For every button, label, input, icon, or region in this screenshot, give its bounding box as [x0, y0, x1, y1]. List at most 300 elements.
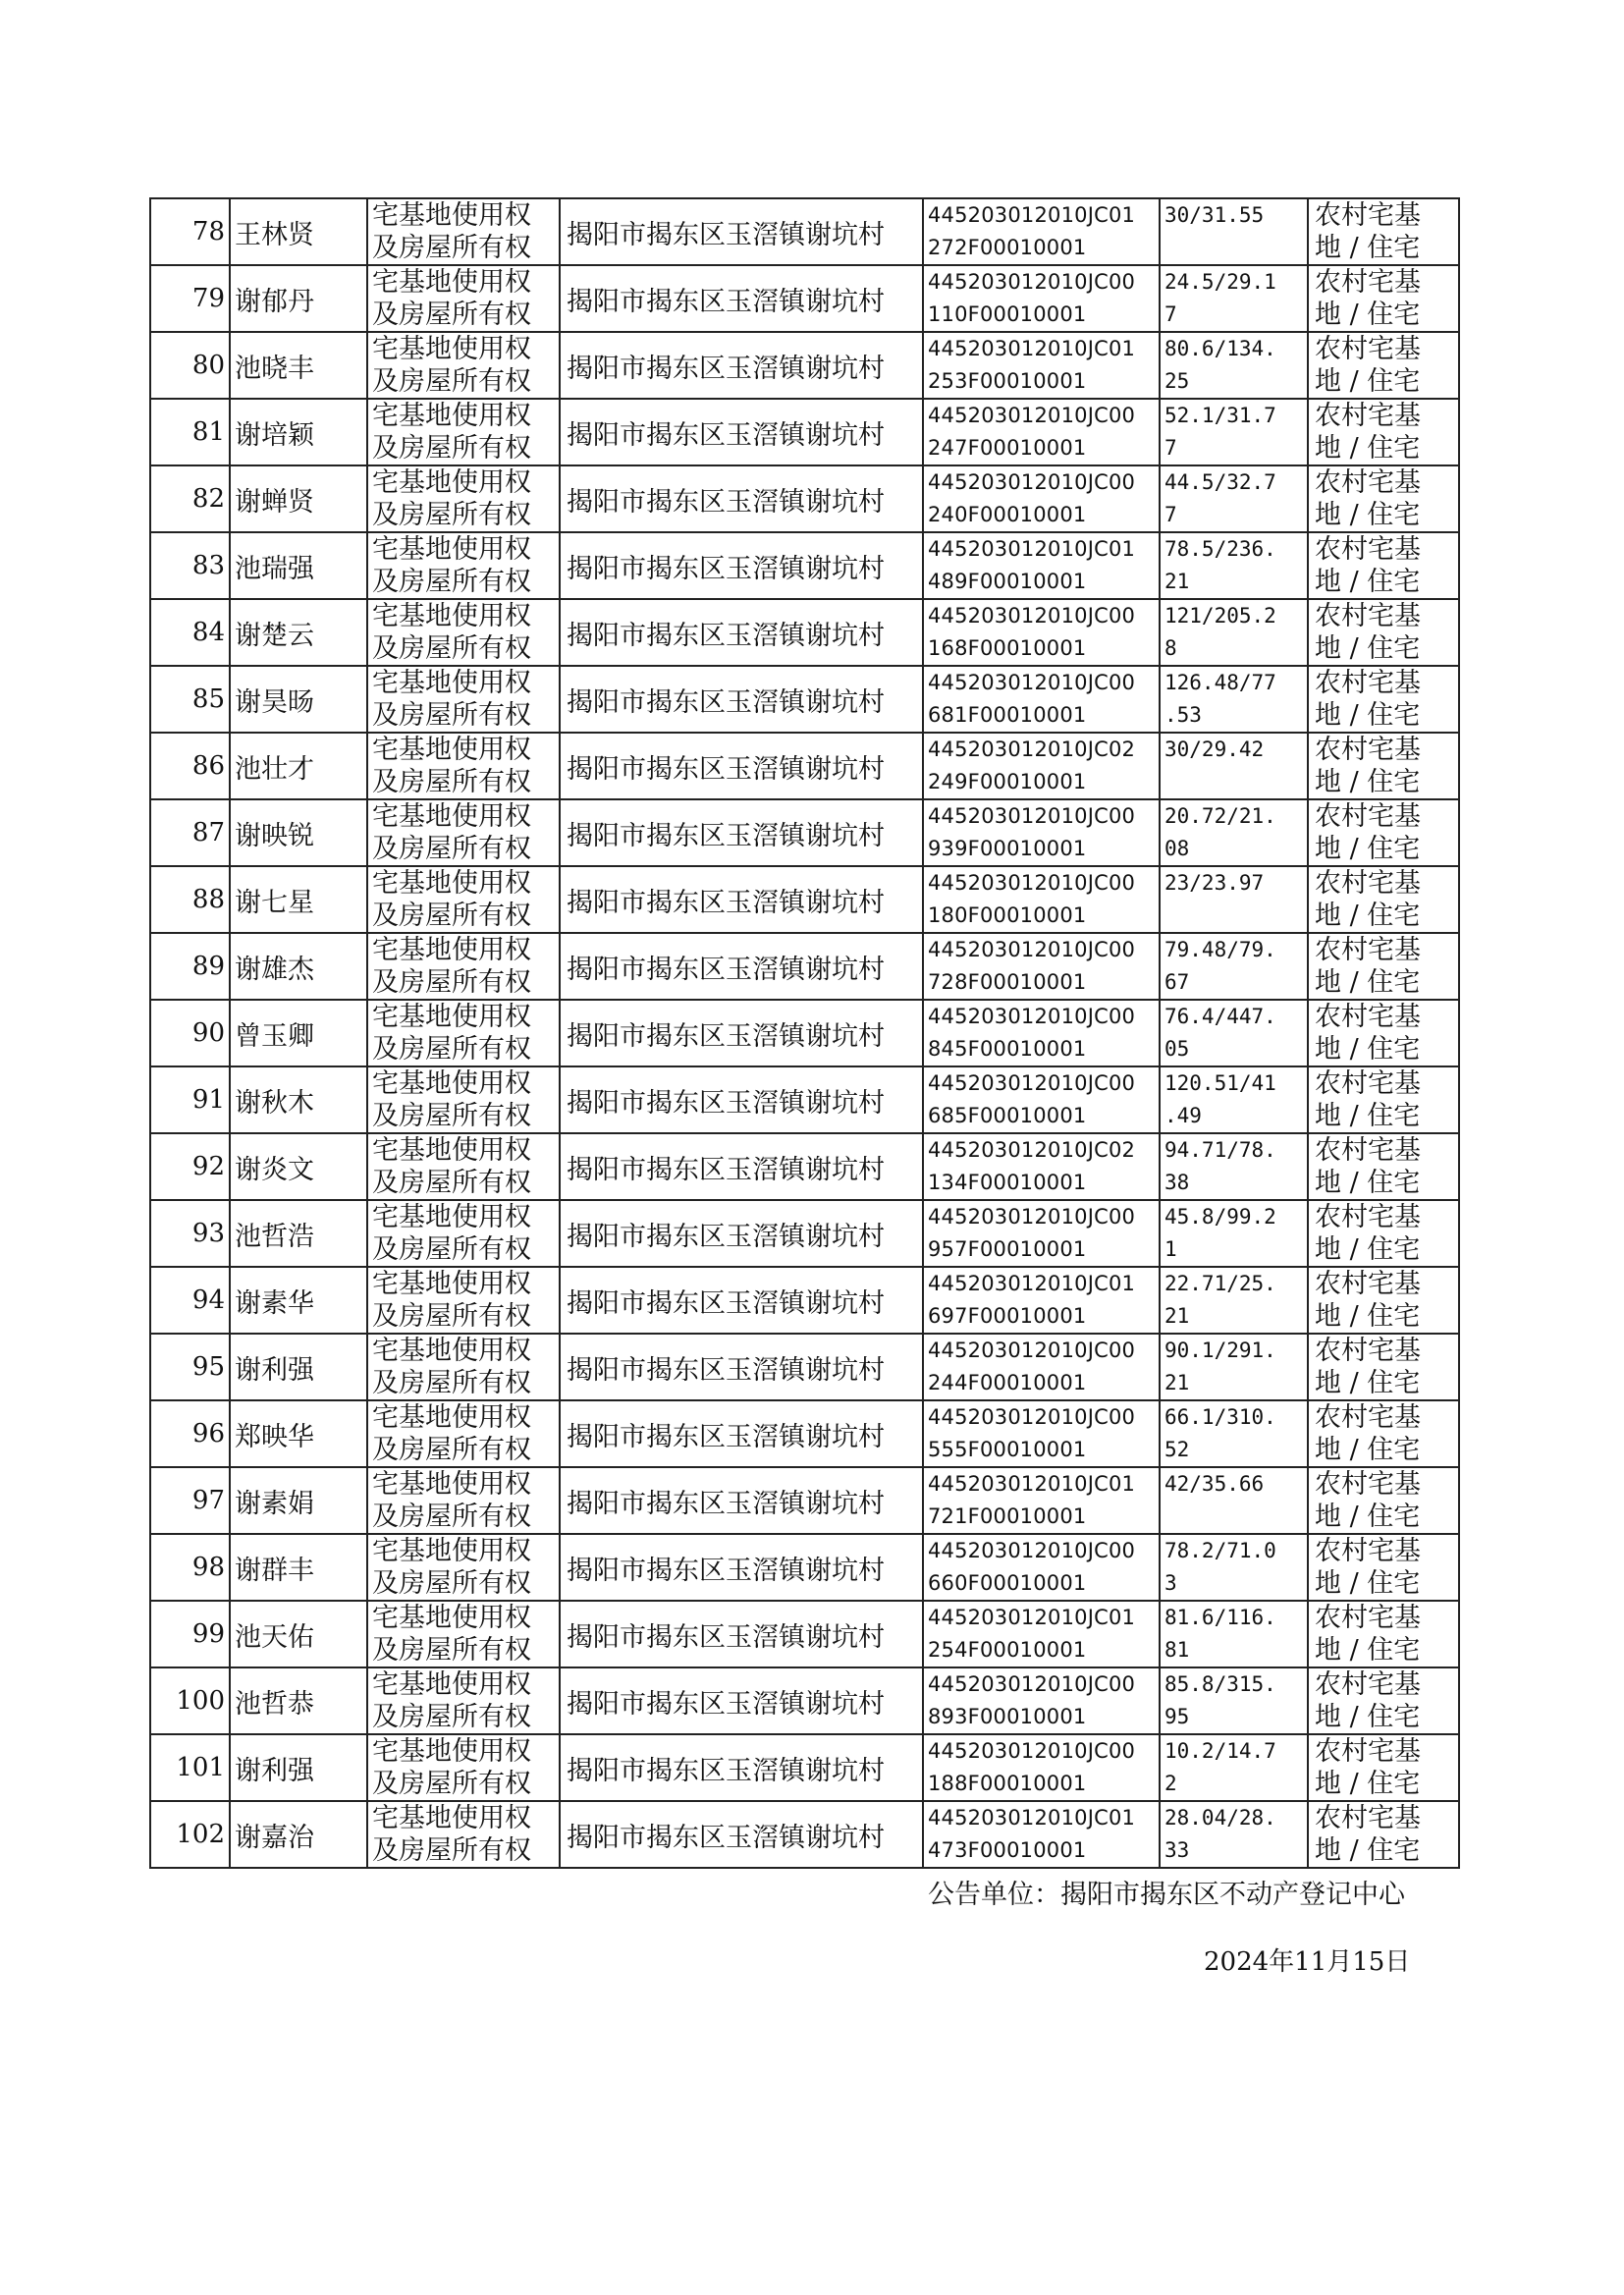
land-usage-line-2: 地 / 住宅 — [1315, 967, 1421, 998]
right-type-line-2: 及房屋所有权 — [372, 700, 531, 731]
right-type — [367, 799, 560, 866]
property-location: 揭阳市揭东区玉滘镇谢坑村 — [560, 1334, 923, 1400]
unit-code-line-2: 957F00010001 — [928, 1237, 1087, 1261]
rights-holder-name: 谢七星 — [230, 866, 367, 933]
table-row — [150, 1133, 1459, 1200]
row-number: 102 — [150, 1801, 230, 1868]
right-type-line-2: 及房屋所有权 — [372, 300, 531, 330]
area-value — [1160, 532, 1308, 599]
right-type-line-2: 及房屋所有权 — [372, 633, 531, 664]
area-value-line-1: 30/29.42 — [1164, 738, 1265, 761]
land-usage — [1308, 733, 1459, 799]
land-usage — [1308, 1000, 1459, 1066]
area-value-line-2: 38 — [1164, 1171, 1190, 1194]
right-type-line-2: 及房屋所有权 — [372, 500, 531, 530]
area-value — [1160, 265, 1308, 332]
row-number: 81 — [150, 399, 230, 465]
right-type-line-2: 及房屋所有权 — [372, 1234, 531, 1265]
area-value-line-1: 42/35.66 — [1164, 1472, 1265, 1496]
table-row — [150, 733, 1459, 799]
land-usage-line-2: 地 / 住宅 — [1315, 1368, 1421, 1398]
row-number: 78 — [150, 198, 230, 265]
land-usage-line-2: 地 / 住宅 — [1315, 1101, 1421, 1131]
row-number: 97 — [150, 1467, 230, 1534]
unit-code-line-2: 253F00010001 — [928, 369, 1087, 393]
rights-holder-name: 池晓丰 — [230, 332, 367, 399]
land-usage-line-2: 地 / 住宅 — [1315, 1702, 1421, 1732]
table-row — [150, 332, 1459, 399]
unit-code — [923, 733, 1160, 799]
unit-code-line-2: 685F00010001 — [928, 1104, 1087, 1127]
unit-code-line-1: 445203012010JC00 — [928, 1739, 1136, 1763]
row-number: 83 — [150, 532, 230, 599]
right-type — [367, 1467, 560, 1534]
land-usage-line-1: 农村宅基 — [1315, 801, 1421, 832]
rights-holder-name: 王林贤 — [230, 198, 367, 265]
unit-code — [923, 1133, 1160, 1200]
table-row — [150, 1667, 1459, 1734]
right-type — [367, 1400, 560, 1467]
right-type-line-1: 宅基地使用权 — [372, 1002, 531, 1032]
rights-holder-name: 谢蝉贤 — [230, 465, 367, 532]
rights-holder-name: 曾玉卿 — [230, 1000, 367, 1066]
land-usage-line-1: 农村宅基 — [1315, 868, 1421, 899]
unit-code-line-2: 168F00010001 — [928, 636, 1087, 660]
unit-code — [923, 465, 1160, 532]
unit-code-line-1: 445203012010JC02 — [928, 738, 1136, 761]
unit-code — [923, 1267, 1160, 1334]
property-location: 揭阳市揭东区玉滘镇谢坑村 — [560, 733, 923, 799]
right-type-line-1: 宅基地使用权 — [372, 200, 531, 231]
right-type — [367, 1534, 560, 1601]
table-row — [150, 532, 1459, 599]
unit-code-line-1: 445203012010JC01 — [928, 1606, 1136, 1629]
unit-code-line-1: 445203012010JC00 — [928, 1539, 1136, 1562]
area-value-line-2: 8 — [1164, 636, 1177, 660]
land-usage — [1308, 799, 1459, 866]
unit-code-line-1: 445203012010JC01 — [928, 203, 1136, 227]
unit-code-line-1: 445203012010JC00 — [928, 1672, 1136, 1696]
right-type-line-1: 宅基地使用权 — [372, 1202, 531, 1232]
land-usage — [1308, 332, 1459, 399]
right-type-line-2: 及房屋所有权 — [372, 967, 531, 998]
unit-code-line-1: 445203012010JC00 — [928, 671, 1136, 694]
right-type-line-2: 及房屋所有权 — [372, 834, 531, 864]
area-value-line-1: 79.48/79. — [1164, 938, 1276, 961]
land-usage — [1308, 465, 1459, 532]
property-location: 揭阳市揭东区玉滘镇谢坑村 — [560, 198, 923, 265]
land-usage-line-1: 农村宅基 — [1315, 1803, 1421, 1833]
land-usage-line-2: 地 / 住宅 — [1315, 1568, 1421, 1599]
land-usage — [1308, 399, 1459, 465]
right-type-line-2: 及房屋所有权 — [372, 1769, 531, 1799]
area-value-line-2: 7 — [1164, 503, 1177, 526]
land-usage-line-1: 农村宅基 — [1315, 467, 1421, 498]
land-usage-line-2: 地 / 住宅 — [1315, 366, 1421, 397]
row-number: 101 — [150, 1734, 230, 1801]
unit-code-line-1: 445203012010JC00 — [928, 1205, 1136, 1229]
property-location: 揭阳市揭东区玉滘镇谢坑村 — [560, 1267, 923, 1334]
table-row — [150, 1334, 1459, 1400]
area-value — [1160, 666, 1308, 733]
area-value — [1160, 1066, 1308, 1133]
unit-code-line-2: 697F00010001 — [928, 1304, 1087, 1328]
rights-holder-name: 谢素娟 — [230, 1467, 367, 1534]
row-number: 88 — [150, 866, 230, 933]
right-type-line-1: 宅基地使用权 — [372, 868, 531, 899]
property-location: 揭阳市揭东区玉滘镇谢坑村 — [560, 1801, 923, 1868]
area-value-line-2: 25 — [1164, 369, 1190, 393]
area-value — [1160, 1334, 1308, 1400]
land-usage-line-2: 地 / 住宅 — [1315, 633, 1421, 664]
area-value-line-2 — [1164, 766, 1307, 798]
land-usage-line-1: 农村宅基 — [1315, 1536, 1421, 1566]
right-type-line-1: 宅基地使用权 — [372, 1269, 531, 1299]
row-number: 93 — [150, 1200, 230, 1267]
right-type-line-2: 及房屋所有权 — [372, 767, 531, 797]
right-type — [367, 1334, 560, 1400]
area-value-line-1: 78.5/236. — [1164, 537, 1276, 561]
area-value — [1160, 1534, 1308, 1601]
right-type-line-1: 宅基地使用权 — [372, 668, 531, 698]
unit-code — [923, 1734, 1160, 1801]
area-value-line-2: 67 — [1164, 970, 1190, 994]
unit-code-line-2: 893F00010001 — [928, 1705, 1087, 1728]
unit-code-line-1: 445203012010JC00 — [928, 270, 1136, 294]
right-type-line-1: 宅基地使用权 — [372, 467, 531, 498]
unit-code-line-2: 272F00010001 — [928, 236, 1087, 259]
right-type-line-1: 宅基地使用权 — [372, 1135, 531, 1166]
area-value-line-2: .49 — [1164, 1104, 1202, 1127]
unit-code-line-1: 445203012010JC01 — [928, 537, 1136, 561]
right-type — [367, 599, 560, 666]
land-usage — [1308, 1200, 1459, 1267]
rights-holder-name: 谢雄杰 — [230, 933, 367, 1000]
right-type — [367, 1000, 560, 1066]
right-type-line-1: 宅基地使用权 — [372, 1803, 531, 1833]
land-usage-line-1: 农村宅基 — [1315, 334, 1421, 364]
right-type-line-1: 宅基地使用权 — [372, 735, 531, 765]
area-value-line-1: 76.4/447. — [1164, 1005, 1276, 1028]
land-usage-line-1: 农村宅基 — [1315, 601, 1421, 631]
right-type-line-2: 及房屋所有权 — [372, 1368, 531, 1398]
property-location: 揭阳市揭东区玉滘镇谢坑村 — [560, 933, 923, 1000]
land-usage-line-2: 地 / 住宅 — [1315, 1034, 1421, 1065]
land-usage-line-1: 农村宅基 — [1315, 200, 1421, 231]
right-type — [367, 1801, 560, 1868]
area-value-line-1: 23/23.97 — [1164, 871, 1265, 895]
area-value — [1160, 332, 1308, 399]
right-type-line-2: 及房屋所有权 — [372, 1034, 531, 1065]
unit-code-line-2: 660F00010001 — [928, 1571, 1087, 1595]
unit-code-line-1: 445203012010JC00 — [928, 938, 1136, 961]
land-usage — [1308, 1534, 1459, 1601]
registry-sheet — [149, 197, 1458, 1869]
rights-holder-name: 谢培颖 — [230, 399, 367, 465]
unit-code-line-2: 247F00010001 — [928, 436, 1087, 460]
right-type-line-1: 宅基地使用权 — [372, 801, 531, 832]
right-type-line-1: 宅基地使用权 — [372, 401, 531, 431]
row-number: 86 — [150, 733, 230, 799]
area-value-line-2: 08 — [1164, 837, 1190, 860]
right-type — [367, 1200, 560, 1267]
unit-code-line-2: 188F00010001 — [928, 1772, 1087, 1795]
area-value-line-1: 81.6/116. — [1164, 1606, 1276, 1629]
unit-code — [923, 399, 1160, 465]
land-usage-line-1: 农村宅基 — [1315, 267, 1421, 298]
area-value-line-1: 24.5/29.1 — [1164, 270, 1276, 294]
rights-holder-name: 谢炎文 — [230, 1133, 367, 1200]
area-value — [1160, 1000, 1308, 1066]
right-type — [367, 1734, 560, 1801]
right-type-line-1: 宅基地使用权 — [372, 1469, 531, 1500]
area-value-line-1: 45.8/99.2 — [1164, 1205, 1276, 1229]
right-type — [367, 265, 560, 332]
property-location: 揭阳市揭东区玉滘镇谢坑村 — [560, 1601, 923, 1667]
unit-code — [923, 866, 1160, 933]
right-type-line-1: 宅基地使用权 — [372, 601, 531, 631]
area-value — [1160, 198, 1308, 265]
unit-code-line-1: 445203012010JC00 — [928, 470, 1136, 494]
row-number: 100 — [150, 1667, 230, 1734]
table-row — [150, 866, 1459, 933]
area-value-line-1: 52.1/31.7 — [1164, 404, 1276, 427]
area-value-line-2 — [1164, 900, 1307, 932]
right-type — [367, 399, 560, 465]
land-usage — [1308, 1467, 1459, 1534]
unit-code-line-1: 445203012010JC00 — [928, 1405, 1136, 1429]
right-type — [367, 866, 560, 933]
right-type — [367, 733, 560, 799]
table-row — [150, 666, 1459, 733]
table-row — [150, 1801, 1459, 1868]
land-usage-line-2: 地 / 住宅 — [1315, 300, 1421, 330]
right-type-line-2: 及房屋所有权 — [372, 233, 531, 263]
land-usage — [1308, 1133, 1459, 1200]
right-type-line-1: 宅基地使用权 — [372, 1603, 531, 1633]
right-type-line-1: 宅基地使用权 — [372, 935, 531, 965]
unit-code-line-2: 721F00010001 — [928, 1504, 1087, 1528]
land-usage-line-1: 农村宅基 — [1315, 668, 1421, 698]
unit-code-line-1: 445203012010JC00 — [928, 1005, 1136, 1028]
rights-holder-name: 谢利强 — [230, 1734, 367, 1801]
rights-holder-name: 谢嘉治 — [230, 1801, 367, 1868]
unit-code — [923, 1000, 1160, 1066]
land-usage-line-2: 地 / 住宅 — [1315, 901, 1421, 931]
area-value-line-2: 3 — [1164, 1571, 1177, 1595]
land-usage-line-1: 农村宅基 — [1315, 735, 1421, 765]
unit-code — [923, 1334, 1160, 1400]
table-row — [150, 399, 1459, 465]
land-usage — [1308, 933, 1459, 1000]
unit-code-line-2: 939F00010001 — [928, 837, 1087, 860]
unit-code — [923, 666, 1160, 733]
land-usage — [1308, 1400, 1459, 1467]
right-type-line-2: 及房屋所有权 — [372, 1635, 531, 1666]
property-location: 揭阳市揭东区玉滘镇谢坑村 — [560, 866, 923, 933]
land-usage-line-1: 农村宅基 — [1315, 534, 1421, 565]
registry-table — [149, 197, 1460, 1869]
right-type-line-1: 宅基地使用权 — [372, 267, 531, 298]
area-value-line-1: 10.2/14.7 — [1164, 1739, 1276, 1763]
area-value — [1160, 1734, 1308, 1801]
area-value-line-2: 2 — [1164, 1772, 1177, 1795]
area-value — [1160, 1667, 1308, 1734]
land-usage-line-1: 农村宅基 — [1315, 1469, 1421, 1500]
area-value-line-1: 80.6/134. — [1164, 337, 1276, 360]
table-row — [150, 198, 1459, 265]
property-location: 揭阳市揭东区玉滘镇谢坑村 — [560, 599, 923, 666]
land-usage-line-2: 地 / 住宅 — [1315, 433, 1421, 464]
table-row — [150, 1534, 1459, 1601]
unit-code — [923, 1601, 1160, 1667]
right-type-line-2: 及房屋所有权 — [372, 1568, 531, 1599]
unit-code — [923, 1667, 1160, 1734]
area-value — [1160, 1467, 1308, 1534]
rights-holder-name: 池瑞强 — [230, 532, 367, 599]
land-usage-line-1: 农村宅基 — [1315, 1603, 1421, 1633]
area-value — [1160, 1400, 1308, 1467]
property-location: 揭阳市揭东区玉滘镇谢坑村 — [560, 532, 923, 599]
land-usage — [1308, 1066, 1459, 1133]
land-usage-line-2: 地 / 住宅 — [1315, 1769, 1421, 1799]
unit-code-line-2: 244F00010001 — [928, 1371, 1087, 1394]
unit-code — [923, 1801, 1160, 1868]
land-usage-line-1: 农村宅基 — [1315, 1669, 1421, 1700]
area-value-line-1: 120.51/41 — [1164, 1071, 1276, 1095]
unit-code-line-2: 180F00010001 — [928, 903, 1087, 927]
area-value — [1160, 733, 1308, 799]
row-number: 94 — [150, 1267, 230, 1334]
rights-holder-name: 谢秋木 — [230, 1066, 367, 1133]
land-usage-line-2: 地 / 住宅 — [1315, 1635, 1421, 1666]
area-value-line-2: 05 — [1164, 1037, 1190, 1061]
area-value-line-2: 33 — [1164, 1838, 1190, 1862]
area-value-line-2 — [1164, 232, 1307, 264]
land-usage — [1308, 1667, 1459, 1734]
table-row — [150, 1000, 1459, 1066]
right-type-line-1: 宅基地使用权 — [372, 1536, 531, 1566]
unit-code-line-2: 473F00010001 — [928, 1838, 1087, 1862]
unit-code-line-2: 254F00010001 — [928, 1638, 1087, 1662]
area-value — [1160, 1200, 1308, 1267]
right-type — [367, 1267, 560, 1334]
rights-holder-name: 池壮才 — [230, 733, 367, 799]
unit-code — [923, 198, 1160, 265]
rights-holder-name: 谢昊旸 — [230, 666, 367, 733]
area-value-line-1: 66.1/310. — [1164, 1405, 1276, 1429]
unit-code — [923, 933, 1160, 1000]
land-usage-line-2: 地 / 住宅 — [1315, 1435, 1421, 1465]
unit-code — [923, 532, 1160, 599]
property-location: 揭阳市揭东区玉滘镇谢坑村 — [560, 399, 923, 465]
area-value-line-1: 22.71/25. — [1164, 1272, 1276, 1295]
rights-holder-name: 谢郁丹 — [230, 265, 367, 332]
unit-code-line-1: 445203012010JC00 — [928, 1339, 1136, 1362]
rights-holder-name: 谢素华 — [230, 1267, 367, 1334]
area-value-line-2: 52 — [1164, 1438, 1190, 1461]
area-value — [1160, 1801, 1308, 1868]
row-number: 98 — [150, 1534, 230, 1601]
row-number: 90 — [150, 1000, 230, 1066]
property-location: 揭阳市揭东区玉滘镇谢坑村 — [560, 666, 923, 733]
area-value-line-1: 20.72/21. — [1164, 804, 1276, 828]
unit-code — [923, 1066, 1160, 1133]
land-usage-line-1: 农村宅基 — [1315, 401, 1421, 431]
row-number: 87 — [150, 799, 230, 866]
table-row — [150, 1601, 1459, 1667]
area-value — [1160, 599, 1308, 666]
rights-holder-name: 谢利强 — [230, 1334, 367, 1400]
land-usage-line-2: 地 / 住宅 — [1315, 1234, 1421, 1265]
land-usage-line-1: 农村宅基 — [1315, 1336, 1421, 1366]
area-value-line-2: 1 — [1164, 1237, 1177, 1261]
unit-code-line-2: 845F00010001 — [928, 1037, 1087, 1061]
land-usage-line-2: 地 / 住宅 — [1315, 1301, 1421, 1332]
rights-holder-name: 谢映锐 — [230, 799, 367, 866]
land-usage — [1308, 1601, 1459, 1667]
area-value-line-1: 94.71/78. — [1164, 1138, 1276, 1162]
area-value-line-1: 121/205.2 — [1164, 604, 1276, 628]
right-type-line-1: 宅基地使用权 — [372, 1736, 531, 1767]
rights-holder-name: 郑映华 — [230, 1400, 367, 1467]
land-usage-line-1: 农村宅基 — [1315, 1736, 1421, 1767]
unit-code-line-1: 445203012010JC02 — [928, 1138, 1136, 1162]
rights-holder-name: 谢群丰 — [230, 1534, 367, 1601]
unit-code — [923, 1467, 1160, 1534]
property-location: 揭阳市揭东区玉滘镇谢坑村 — [560, 1200, 923, 1267]
area-value-line-2: 21 — [1164, 1304, 1190, 1328]
unit-code — [923, 1534, 1160, 1601]
land-usage — [1308, 1267, 1459, 1334]
right-type-line-2: 及房屋所有权 — [372, 366, 531, 397]
unit-code-line-2: 681F00010001 — [928, 703, 1087, 727]
unit-code-line-2: 249F00010001 — [928, 770, 1087, 793]
unit-code-line-2: 489F00010001 — [928, 570, 1087, 593]
right-type-line-2: 及房屋所有权 — [372, 433, 531, 464]
land-usage — [1308, 265, 1459, 332]
land-usage-line-1: 农村宅基 — [1315, 1202, 1421, 1232]
unit-code-line-1: 445203012010JC00 — [928, 404, 1136, 427]
row-number: 96 — [150, 1400, 230, 1467]
area-value-line-1: 28.04/28. — [1164, 1806, 1276, 1830]
right-type — [367, 933, 560, 1000]
table-row — [150, 933, 1459, 1000]
unit-code-line-1: 445203012010JC00 — [928, 804, 1136, 828]
unit-code-line-2: 728F00010001 — [928, 970, 1087, 994]
area-value-line-2: .53 — [1164, 703, 1202, 727]
row-number: 91 — [150, 1066, 230, 1133]
table-row — [150, 1400, 1459, 1467]
land-usage-line-2: 地 / 住宅 — [1315, 1168, 1421, 1198]
right-type-line-2: 及房屋所有权 — [372, 1101, 531, 1131]
land-usage-line-2: 地 / 住宅 — [1315, 567, 1421, 597]
land-usage — [1308, 198, 1459, 265]
rights-holder-name: 池哲浩 — [230, 1200, 367, 1267]
area-value-line-1: 44.5/32.7 — [1164, 470, 1276, 494]
right-type-line-2: 及房屋所有权 — [372, 1702, 531, 1732]
land-usage-line-2: 地 / 住宅 — [1315, 767, 1421, 797]
property-location: 揭阳市揭东区玉滘镇谢坑村 — [560, 799, 923, 866]
unit-code-line-2: 240F00010001 — [928, 503, 1087, 526]
row-number: 84 — [150, 599, 230, 666]
unit-code-line-2: 555F00010001 — [928, 1438, 1087, 1461]
row-number: 79 — [150, 265, 230, 332]
unit-code-line-1: 445203012010JC01 — [928, 1272, 1136, 1295]
right-type-line-1: 宅基地使用权 — [372, 1669, 531, 1700]
land-usage-line-2: 地 / 住宅 — [1315, 1835, 1421, 1866]
land-usage-line-1: 农村宅基 — [1315, 1002, 1421, 1032]
